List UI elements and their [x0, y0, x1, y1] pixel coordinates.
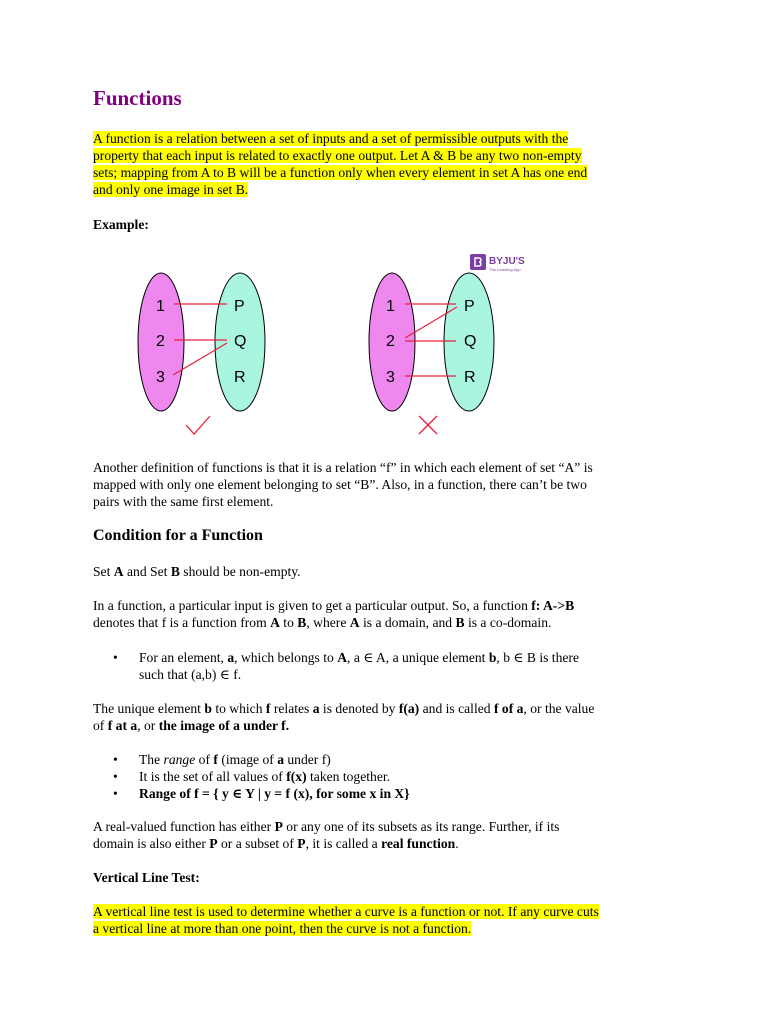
text-run: The: [139, 752, 164, 767]
text-run: , where: [306, 615, 350, 630]
text-run: is denoted by: [319, 701, 399, 716]
in-function-paragraph: [93, 597, 574, 631]
text-line: a vertical line at more than one point, then the curve is not a function.: [93, 921, 472, 936]
right-mapping-diagram: [369, 273, 494, 434]
text-line: A vertical line test is used to determine whether a curve is a function or not. If any curve cuts: [93, 904, 599, 919]
bullet-icon: •: [113, 769, 118, 784]
byjus-logo-icon: [470, 254, 486, 270]
set-b-element: Q: [234, 333, 247, 350]
text-run: A real-valued function has either: [93, 819, 275, 834]
bold-term: f(x): [286, 769, 307, 784]
set-a-element: 1: [156, 298, 165, 315]
text-run: , which belongs to: [234, 650, 338, 665]
text-run: domain is also either: [93, 836, 210, 851]
another-definition-paragraph: [93, 459, 593, 510]
bold-term: a: [277, 752, 284, 767]
bold-term: real function: [381, 836, 456, 851]
function-mapping-figure: [130, 250, 550, 445]
bold-term: b: [488, 650, 497, 665]
text-run: and Set: [123, 564, 171, 579]
list-item: [93, 751, 678, 768]
set-b-element: R: [464, 369, 476, 386]
list-item: [93, 768, 678, 785]
bold-term: A: [337, 650, 348, 665]
check-icon: [186, 416, 210, 434]
text-run: For an element,: [139, 650, 228, 665]
intro-line: property that each input is related to exactly one output. Let A & B be any two non-empty: [93, 148, 582, 163]
text-run: The unique element: [93, 701, 205, 716]
bold-term: f: [265, 701, 271, 716]
bold-term: A: [349, 615, 360, 630]
set-b-element: R: [234, 369, 246, 386]
bold-term: f at a: [107, 718, 138, 733]
bold-term: B: [170, 564, 180, 579]
bold-term: = { y ∈ Y | y = f (x), for some x in X}: [198, 786, 410, 801]
vertical-line-paragraph: [93, 903, 599, 937]
bold-term: f: A->B: [531, 598, 575, 613]
bold-term: a: [312, 701, 320, 716]
bold-term: Range of f: [139, 786, 199, 801]
text-line: mapped with only one element belonging to set “B”. Also, in a function, there can’t be two: [93, 477, 587, 492]
text-run: is a domain, and: [359, 615, 456, 630]
text-run: .: [455, 836, 459, 851]
text-run: or a subset of: [217, 836, 298, 851]
bullet-icon: •: [113, 786, 118, 801]
unique-element-paragraph: [93, 700, 594, 734]
bold-term: P: [297, 836, 306, 851]
text-run: In a function, a particular input is given to get a particular output. So, a function: [93, 598, 532, 613]
bold-term: B: [297, 615, 307, 630]
vertical-line-heading: Vertical Line Test:: [93, 870, 200, 885]
text-run: and is called: [419, 701, 494, 716]
bold-term: a: [227, 650, 235, 665]
intro-line: A function is a relation between a set of inputs and a set of permissible outputs with the: [93, 131, 569, 146]
italic-term: range: [163, 752, 196, 767]
bold-term: f of a: [493, 701, 524, 716]
text-run: , it is called a: [305, 836, 382, 851]
condition-heading: Condition for a Function: [93, 527, 263, 544]
text-run: of: [93, 718, 108, 733]
set-a-element: 3: [156, 369, 165, 386]
element-bullet-list: [93, 649, 678, 683]
range-bullet-list: [93, 751, 678, 802]
set-a-element: 2: [156, 333, 165, 350]
bold-term: P: [274, 819, 283, 834]
text-run: , or: [137, 718, 159, 733]
text-run: to: [279, 615, 298, 630]
bold-term: B: [455, 615, 465, 630]
bold-term: the image of a under f.: [158, 718, 290, 733]
text-line: Another definition of functions is that it is a relation “f” in which each element of set “A” is: [93, 460, 593, 475]
bold-term: f(a): [398, 701, 420, 716]
text-run: , a ∈ A, a unique element: [347, 650, 489, 665]
text-run: Set: [93, 564, 114, 579]
page-title: Functions: [93, 86, 182, 110]
text-run: relates: [270, 701, 313, 716]
bold-term: A: [113, 564, 124, 579]
intro-paragraph: [93, 130, 587, 198]
intro-line: sets; mapping from A to B will be a function only when every element in set A has one end: [93, 165, 588, 180]
text-run: , b ∈ B is there: [496, 650, 579, 665]
left-mapping-diagram: [138, 273, 265, 434]
set-a-element: 2: [386, 333, 395, 350]
set-b-element: Q: [464, 333, 477, 350]
list-item: [93, 649, 678, 683]
real-valued-paragraph: [93, 818, 559, 852]
text-line: pairs with the same first element.: [93, 494, 274, 509]
text-run: under f): [283, 752, 331, 767]
text-run: It is the set of all values of: [139, 769, 287, 784]
list-item: [93, 785, 678, 802]
text-run: to which: [211, 701, 266, 716]
bold-term: f: [213, 752, 218, 767]
cross-icon: [419, 416, 437, 434]
set-nonempty-paragraph: [93, 563, 301, 580]
set-b-element: P: [234, 298, 245, 315]
bullet-icon: •: [113, 650, 118, 665]
text-run: taken together.: [306, 769, 391, 784]
text-run: such that (a,b) ∈ f.: [139, 667, 242, 682]
bold-term: P: [209, 836, 218, 851]
set-b-element: P: [464, 298, 475, 315]
text-run: of: [195, 752, 214, 767]
text-run: is a co-domain.: [464, 615, 552, 630]
text-run: denotes that f is a function from: [93, 615, 271, 630]
intro-line: and only one image in set B.: [93, 182, 249, 197]
byjus-logo-tagline: The Learning App: [489, 267, 521, 272]
bold-term: A: [270, 615, 280, 630]
bullet-icon: •: [113, 752, 118, 767]
text-run: should be non-empty.: [179, 564, 301, 579]
text-run: or any one of its subsets as its range. Further, if its: [282, 819, 560, 834]
example-label: Example:: [93, 217, 149, 232]
set-a-element: 1: [386, 298, 395, 315]
text-run: , or the value: [523, 701, 595, 716]
bold-term: b: [204, 701, 212, 716]
byjus-logo: [470, 254, 525, 272]
set-a-element: 3: [386, 369, 395, 386]
text-run: (image of: [217, 752, 278, 767]
byjus-logo-text: BYJU'S: [489, 256, 525, 267]
